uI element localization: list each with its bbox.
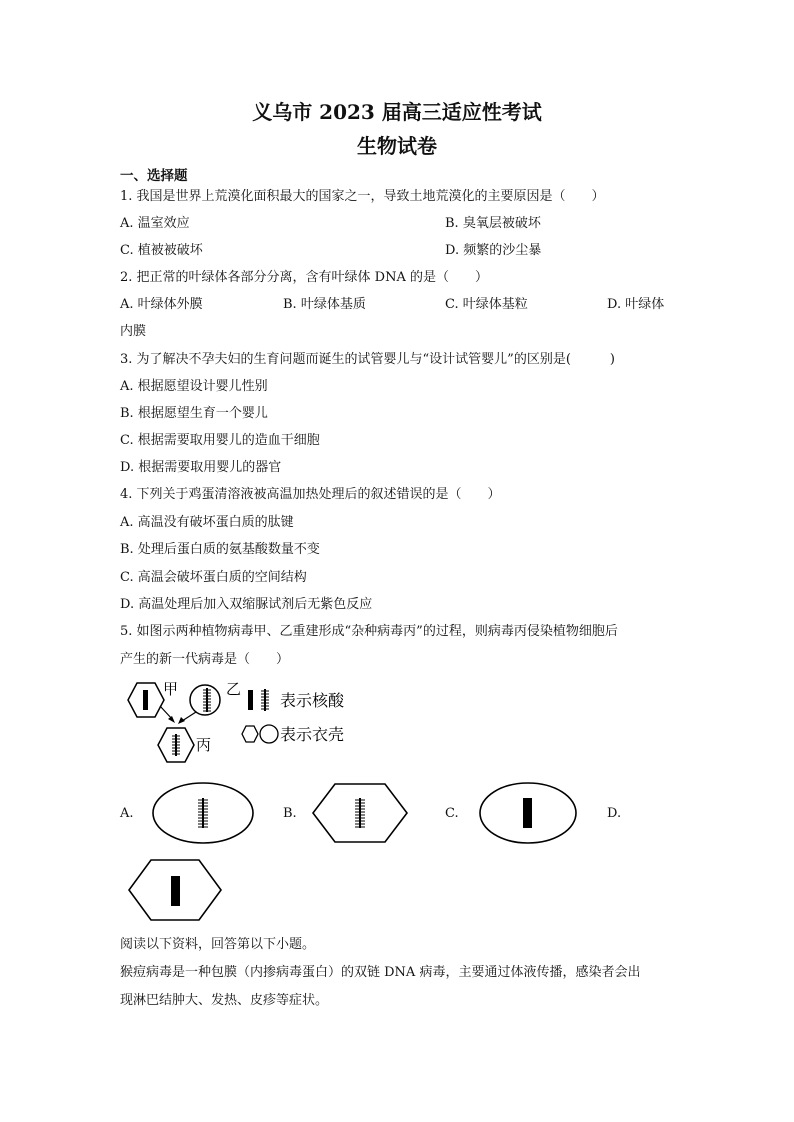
legend-rna-straight — [248, 690, 253, 710]
q4-option-b: B. 处理后蛋白质的氨基酸数量不变 — [120, 542, 320, 557]
q1-option-a: A. 温室效应 — [120, 216, 190, 231]
rna-straight-d — [171, 876, 180, 906]
passage-line-2: 现淋巴结肿大、发热、皮疹等症状。 — [120, 993, 329, 1008]
passage-intro: 阅读以下资料，回答第以下小题。 — [120, 937, 316, 952]
q2-option-c: C. 叶绿体基粒 — [445, 297, 528, 312]
legend-acid-label: 表示核酸 — [280, 691, 345, 710]
rna-wavy-a — [198, 798, 208, 828]
q5-diagram — [120, 676, 370, 766]
legend-circle-icon — [260, 725, 278, 743]
q2-option-a: A. 叶绿体外膜 — [120, 297, 203, 312]
q5-option-d-figure — [126, 858, 226, 922]
q2-option-b: B. 叶绿体基质 — [283, 297, 366, 312]
legend-rna-wavy — [261, 689, 269, 711]
arrow-head-yi — [178, 717, 185, 724]
q3-option-a: A. 根据愿望设计婴儿性别 — [120, 379, 268, 394]
arrow-from-yi — [182, 712, 196, 721]
q3-option-b: B. 根据愿望生育一个婴儿 — [120, 406, 268, 421]
rna-straight-jia — [143, 690, 148, 710]
q1-stem: 1. 我国是世界上荒漠化面积最大的国家之一，导致土地荒漠化的主要原因是（ ） — [120, 189, 605, 204]
q1-option-c: C. 植被被破坏 — [120, 243, 203, 258]
page-title: 义乌市 2023 届高三适应性考试 — [252, 100, 542, 124]
q4-option-c: C. 高温会破坏蛋白质的空间结构 — [120, 570, 307, 585]
q5-option-c-label: C. — [445, 806, 459, 821]
label-yi: 乙 — [226, 680, 242, 698]
q5-option-a-label: A. — [120, 806, 134, 821]
section-heading: 一、选择题 — [120, 168, 188, 184]
q3-stem: 3. 为了解决不孕夫妇的生育问题而诞生的试管婴儿与“设计试管婴儿”的区别是( ) — [120, 352, 615, 367]
label-jia: 甲 — [163, 680, 179, 698]
rna-wavy-b — [355, 798, 365, 828]
rna-wavy-bing — [172, 734, 180, 756]
legend-hexagon-icon — [242, 726, 258, 742]
q5-stem-line2: 产生的新一代病毒是（ ） — [120, 652, 290, 667]
q4-option-d: D. 高温处理后加入双缩脲试剂后无紫色反应 — [120, 597, 373, 612]
q5-option-a-figure — [150, 780, 260, 846]
label-bing: 丙 — [196, 736, 212, 754]
rna-straight-c — [523, 798, 532, 828]
q2-stem: 2. 把正常的叶绿体各部分分离，含有叶绿体 DNA 的是（ ） — [120, 270, 488, 285]
q5-option-c-figure — [476, 780, 580, 846]
q2-option-d: D. 叶绿体 — [607, 297, 665, 312]
q5-option-b-figure — [310, 782, 410, 844]
q5-option-b-label: B. — [283, 806, 297, 821]
q1-option-b: B. 臭氧层被破坏 — [445, 216, 541, 231]
q3-option-d: D. 根据需要取用婴儿的器官 — [120, 460, 282, 475]
q2-option-d-cont: 内膜 — [120, 324, 147, 339]
q5-stem-line1: 5. 如图示两种植物病毒甲、乙重建形成“杂种病毒丙”的过程，则病毒丙侵染植物细胞后 — [120, 624, 618, 639]
arrow-head-jia — [168, 716, 175, 723]
passage-line-1: 猴痘病毒是一种包膜（内掺病毒蛋白）的双链 DNA 病毒，主要通过体液传播，感染者会出 — [120, 965, 641, 980]
q4-option-a: A. 高温没有破坏蛋白质的肽键 — [120, 515, 294, 530]
q1-option-d: D. 频繁的沙尘暴 — [445, 243, 542, 258]
legend-coat-label: 表示衣壳 — [280, 725, 345, 744]
q3-option-c: C. 根据需要取用婴儿的造血干细胞 — [120, 433, 320, 448]
page-subtitle: 生物试卷 — [357, 134, 437, 158]
q5-option-d-label: D. — [607, 806, 622, 821]
q4-stem: 4. 下列关于鸡蛋清溶液被高温加热处理后的叙述错误的是（ ） — [120, 487, 501, 502]
rna-wavy-yi — [203, 688, 211, 712]
